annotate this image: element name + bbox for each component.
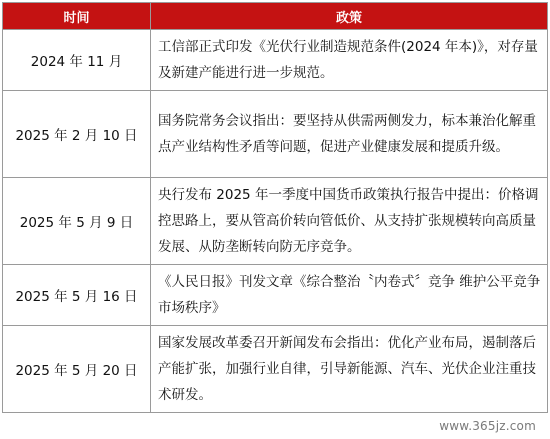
policy-table (2, 2, 548, 413)
row-date: 2025 年 2 月 10 日 (3, 91, 151, 178)
row-policy: 《人民日报》刊发文章《综合整治〝内卷式〞竞争 维护公平竞争市场秩序》 (151, 265, 548, 326)
policy-table-container (2, 2, 547, 413)
table-row (3, 326, 548, 413)
row-policy: 工信部正式印发《光伏行业制造规范条件(2024 年本)》，对存量及新建产能进行进一步规范。 (151, 30, 548, 91)
table-row (3, 91, 548, 178)
table-header-row (3, 3, 548, 30)
row-policy: 央行发布 2025 年一季度中国货币政策执行报告中提出：价格调控思路上，要从管高价转向管低价、从支持扩张规模转向高质量发展、从防垄断转向防无序竞争。 (151, 178, 548, 265)
row-date: 2024 年 11 月 (3, 30, 151, 91)
row-policy: 国家发展改革委召开新闻发布会指出：优化产业布局，遏制落后产能扩张，加强行业自律，引导新能源、汽车、光伏企业注重技术研发。 (151, 326, 548, 413)
row-date: 2025 年 5 月 20 日 (3, 326, 151, 413)
row-policy: 国务院常务会议指出：要坚持从供需两侧发力，标本兼治化解重点产业结构性矛盾等问题，促进产业健康发展和提质升级。 (151, 91, 548, 178)
row-date: 2025 年 5 月 9 日 (3, 178, 151, 265)
site-watermark: www.365jz.com (439, 419, 536, 433)
row-date: 2025 年 5 月 16 日 (3, 265, 151, 326)
header-date: 时间 (3, 3, 151, 30)
table-row (3, 265, 548, 326)
table-row (3, 178, 548, 265)
header-policy: 政策 (151, 3, 548, 30)
table-row (3, 30, 548, 91)
